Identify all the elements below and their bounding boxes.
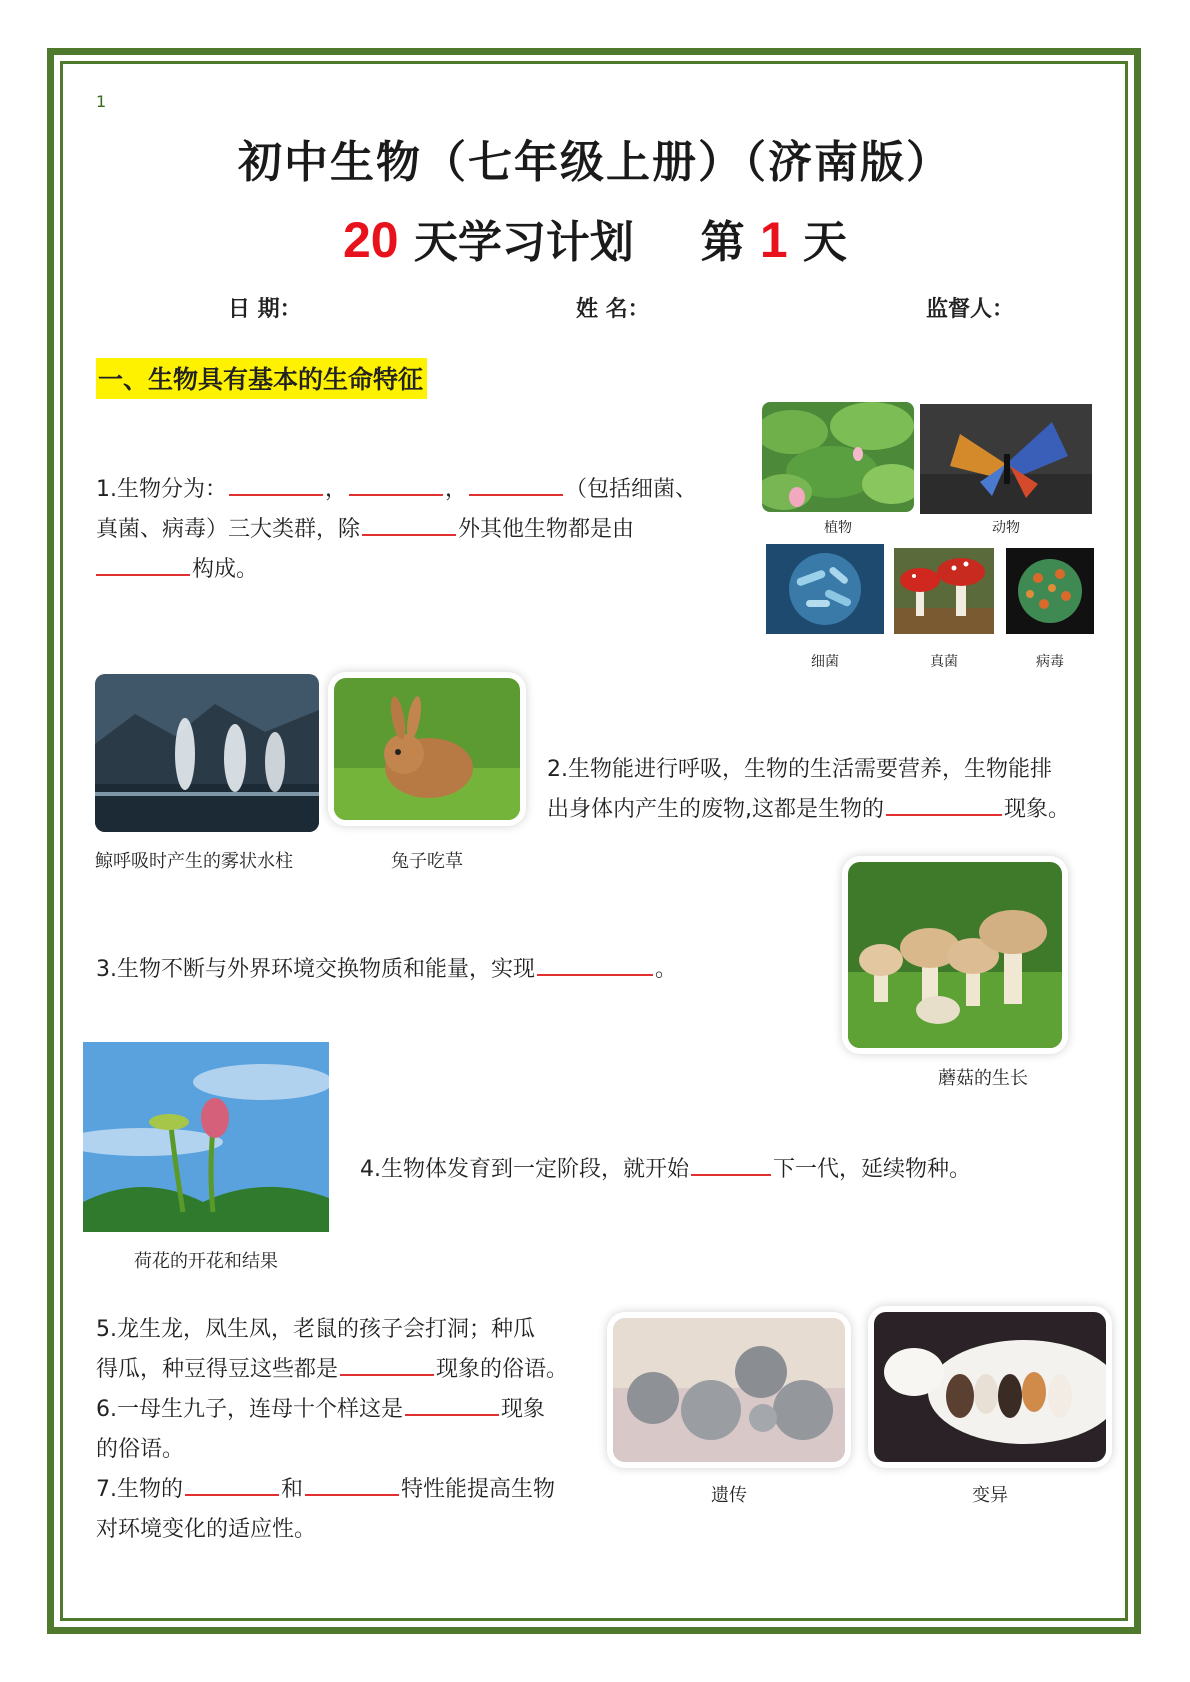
name-label: 姓 名： [576,297,650,322]
q1-text-e: 真菌、病毒）三大类群，除 [96,517,361,542]
plan-days: 20 [342,212,399,268]
mushroom-image [848,862,1062,1048]
bacteria-image [766,544,884,634]
q6-text-a: 6.一母生九子，连母十个样这是 [96,1397,403,1422]
caption-rabbit: 兔子吃草 [391,851,463,872]
caption-mushroom: 蘑菇的生长 [938,1068,1028,1089]
question-1 [96,470,736,590]
question-4 [360,1150,1100,1190]
q2-text-c: 现象。 [1004,797,1071,822]
page-number: 1 [96,92,107,111]
virus-image [1006,548,1094,634]
variation-image [874,1312,1106,1462]
caption-heredity: 遗传 [711,1485,747,1506]
q1-text-c: ， [445,477,468,502]
lotus-image [83,1042,329,1232]
caption-virus: 病毒 [1036,654,1064,670]
q1-text-a: 1.生物分为： [96,477,227,502]
q2-text-a: 2.生物能进行呼吸，生物的生活需要营养，生物能排 [547,757,1052,782]
animal-image [920,404,1092,514]
q5-text-b: 得瓜，种豆得豆这些都是 [96,1357,339,1382]
q3-text-a: 3.生物不断与外界环境交换物质和能量，实现 [96,957,535,982]
q6-text-b: 现象 [501,1397,546,1422]
caption-bacteria: 细菌 [811,654,839,670]
caption-fungus: 真菌 [930,654,958,670]
q1-blank-2[interactable] [349,470,443,496]
rabbit-image [334,678,520,820]
q5-text-a: 5.龙生龙，凤生凤，老鼠的孩子会打洞；种瓜 [96,1317,535,1342]
q7-text-d: 对环境变化的适应性。 [96,1517,317,1542]
fungus-image [894,548,994,634]
q7-text-c: 特性能提高生物 [401,1477,556,1502]
question-2 [547,750,1127,830]
q6-blank-1[interactable] [405,1390,499,1416]
q3-blank-1[interactable] [537,950,653,976]
section-title: 一、生物具有基本的生命特征 [96,358,427,399]
q1-blank-3[interactable] [469,470,563,496]
q1-blank-5[interactable] [96,550,190,576]
q1-text-b: ， [325,477,348,502]
q7-text-b: 和 [281,1477,304,1502]
q1-blank-4[interactable] [362,510,456,536]
day-suffix: 天 [803,217,848,268]
q7-blank-2[interactable] [305,1470,399,1496]
q1-text-d: （包括细菌、 [565,477,698,502]
whale-image [95,674,319,832]
q5-blank-1[interactable] [340,1350,434,1376]
q3-text-b: 。 [655,957,678,982]
q2-text-b: 出身体内产生的废物,这都是生物的 [547,797,884,822]
date-label: 日 期： [228,297,302,322]
q4-text-a: 4.生物体发育到一定阶段，就开始 [360,1157,689,1182]
q6-text-c: 的俗语。 [96,1437,185,1462]
question-3 [96,950,796,990]
caption-animal: 动物 [992,520,1020,536]
plan-subtitle [0,206,1190,270]
heredity-image [613,1318,845,1462]
plan-text: 天学习计划 [413,217,634,268]
q7-blank-1[interactable] [185,1470,279,1496]
caption-whale: 鲸呼吸时产生的雾状水柱 [95,851,293,872]
supervisor-label: 监督人： [926,297,1015,322]
caption-variation: 变异 [972,1485,1008,1506]
q4-blank-1[interactable] [691,1150,771,1176]
document-title: 初中生物（七年级上册）（济南版） [238,137,952,188]
plant-image [762,402,914,512]
q4-text-b: 下一代，延续物种。 [773,1157,972,1182]
questions-5-7 [96,1310,616,1550]
q1-blank-1[interactable] [229,470,323,496]
day-number: 1 [759,212,788,268]
q5-text-c: 现象的俗语。 [436,1357,569,1382]
q2-blank-1[interactable] [886,790,1002,816]
caption-plant: 植物 [824,520,852,536]
q7-text-a: 7.生物的 [96,1477,183,1502]
q1-text-g: 构成。 [192,557,259,582]
caption-lotus: 荷花的开花和结果 [134,1251,278,1272]
q1-text-f: 外其他生物都是由 [458,517,635,542]
day-prefix: 第 [700,217,745,268]
